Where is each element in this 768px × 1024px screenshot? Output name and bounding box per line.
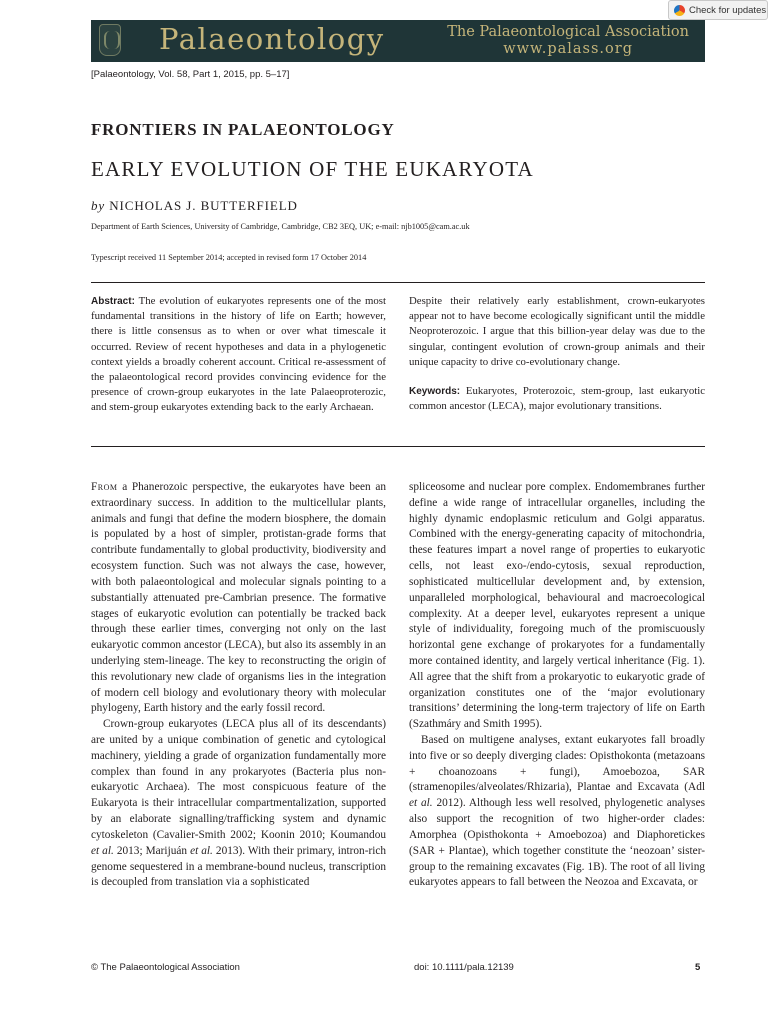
author-affiliation: Department of Earth Sciences, University of Cambridge, Cambridge, CB2 3EQ, UK; e-mail: njb1005@cam.ac.uk	[91, 222, 470, 231]
body-right-column	[409, 480, 705, 891]
citation: [Palaeontology, Vol. 58, Part 1, 2015, pp. 5–17]	[91, 69, 290, 80]
association-website[interactable]: www.palass.org	[503, 41, 633, 57]
abstract-text-left: The evolution of eukaryotes represents one of the most fundamental transitions in the history of life on Earth; however, there is little consensus as to when or over what timescale it occurred. Review of recent hypotheses and data in a phylogenetic context yields a broadly coherent account. Critical re-assessment of the palaeontological record provides convincing evidence for the presence of crown-group eukaryotes in the late Palaeoproterozic, and stem-group eukaryotes extending back to the early Archaean.	[91, 295, 386, 414]
check-for-updates-button[interactable]	[668, 0, 768, 20]
abstract-text-right: Despite their relatively early establishment, crown-eukaryotes appear not to have become ecologically significant until the middle Neoproterozoic. I argue that this billion-year delay was due to the singular, contingent evolution of crown-group animals and their unique capacity to drive co-evolutionary change.	[409, 295, 705, 368]
received-dates: Typescript received 11 September 2014; accepted in revised form 17 October 2014	[91, 253, 367, 262]
body-left-column	[91, 480, 386, 891]
footer-copyright: © The Palaeontological Association	[91, 962, 240, 973]
body-paragraph-2-text-b: 2013; Marijuán	[116, 844, 188, 857]
footer-doi[interactable]: doi: 10.1111/pala.12139	[414, 962, 514, 973]
body-paragraph-2-text-a: Crown-group eukaryotes (LECA plus all of its descendants) are united by a unique combination of genetic and cytological machinery, yielding a grade of organization fundamentally more complex than found in any prokaryotes (Bacteria plus non-eukaryotic Archaea). The most conspicuous feature of the Eukaryota is their intracellular compartmentalization, supported by an elaborate signalling/trafficking system and dynamic cytoskeleton (Cavalier-Smith 2002; Koonin 2010; Koumandou	[91, 718, 386, 841]
body-paragraph-4-text-b: 2012). Although less well resolved, phylogenetic analyses also support the recognition of two higher-order clades: Amorphea (Opisthokonta + Amoebozoa) and Diaphoretickes (SAR + Plantae), which together constitute the ‘neozoan’ sister-group to the remaining excavates (Fig. 1B). The root of all living eukaryotes appears to fall between the Neozoa and Excavata, or	[409, 797, 705, 889]
body-paragraph-2-text-c: 2013). With their primary, intron-rich genome sequestered in a membrane-bound nucleus, transcription is decoupled from translation via a sophisticated	[91, 844, 387, 889]
article-title: EARLY EVOLUTION OF THE EUKARYOTA	[91, 157, 534, 181]
abstract-bottom-rule	[91, 446, 705, 447]
keywords-label: Keywords:	[409, 386, 461, 398]
et-al: et al.	[91, 844, 114, 857]
crossmark-icon	[674, 5, 685, 16]
body-paragraph-1	[91, 480, 386, 717]
byline	[91, 198, 298, 214]
article-series: FRONTIERS IN PALAEONTOLOGY	[91, 120, 395, 139]
drop-word: From	[91, 481, 118, 493]
author-name: NICHOLAS J. BUTTERFIELD	[109, 198, 298, 213]
abstract-top-rule	[91, 282, 705, 283]
body-paragraph-3: spliceosome and nuclear pore complex. Endomembranes further define a wide range of intracellular organelles, including the highly dynamic endoplasmic reticulum and Golgi apparatus. Combined with the energy-generating capacity of mitochondria, these features impart a novel range of properties to eukaryotic cells, not least exo-/endo-cytosis, sexual reproduction, sophisticated multicellular development and, by extension, unparalleled morphological, behavioural and macroecological complexity. At a deeper level, eukaryotes represent a unique style of individuality, foregoing much of the promiscuously horizontal gene exchange of prokaryotes for a fundamentally more contained identity, and largely vertical inheritance (Fig. 1). All agree that the shift from a prokaryotic to eukaryotic grade of organization constitutes one of the ‘major evolutionary transitions’ determining the long-term trajectory of life on Earth (Szathmáry and Smith 1995).	[409, 481, 705, 731]
body-paragraph-4	[409, 733, 705, 891]
association-block	[447, 24, 689, 58]
et-al: et al.	[190, 844, 213, 857]
byline-by: by	[91, 198, 106, 213]
abstract-left-column	[91, 294, 386, 416]
association-name: The Palaeontological Association	[447, 24, 689, 40]
journal-name: Palaeontology	[159, 22, 385, 56]
abstract-right-column	[409, 294, 705, 414]
body-paragraph-1-text: a Phanerozoic perspective, the eukaryotes have been an extraordinary success. In addition to the multicellular plants, animals and fungi that define the modern biosphere, the domain is populated by a host of simpler, protistan-grade forms that contribute fundamentally to global productivity, biodiversity and ecosystem function. Such was not always the case, however, with both palaeontological and molecular signals pointing to a substantially attenuated pre-Cambrian presence. The formative stages of eukaryotic evolution can potentially be tracked back through these earlier times, converging not only on the last eukaryotic common ancestor (LECA), but also its assembly in an underlying stem-lineage. The key to reconstructing the origin of this revolutionary new clade of organisms lies in the integration of modern cell biology and evolutionary theory with molecular phylogeny, Earth history and the early fossil record.	[91, 481, 386, 715]
body-paragraph-4-text-a: Based on multigene analyses, extant eukaryotes fall broadly into five or so deeply diverging clades: Opisthokonta (metazoans + choanozoans + fungi), Amoebozoa, SAR (stramenopiles/alveolates/Rhizaria), Plantae and Excavata (Adl	[409, 734, 705, 794]
trilobite-logo-icon	[99, 24, 121, 56]
keywords	[409, 384, 705, 414]
keywords-text: Eukaryotes, Proterozoic, stem-group, last eukaryotic common ancestor (LECA), major evolutionary transitions.	[409, 385, 706, 413]
journal-masthead	[91, 20, 705, 62]
body-paragraph-2	[91, 717, 386, 891]
check-for-updates-label: Check for updates	[689, 4, 767, 16]
et-al: et al.	[409, 797, 433, 810]
abstract-label: Abstract:	[91, 296, 135, 307]
page-number: 5	[695, 962, 701, 973]
